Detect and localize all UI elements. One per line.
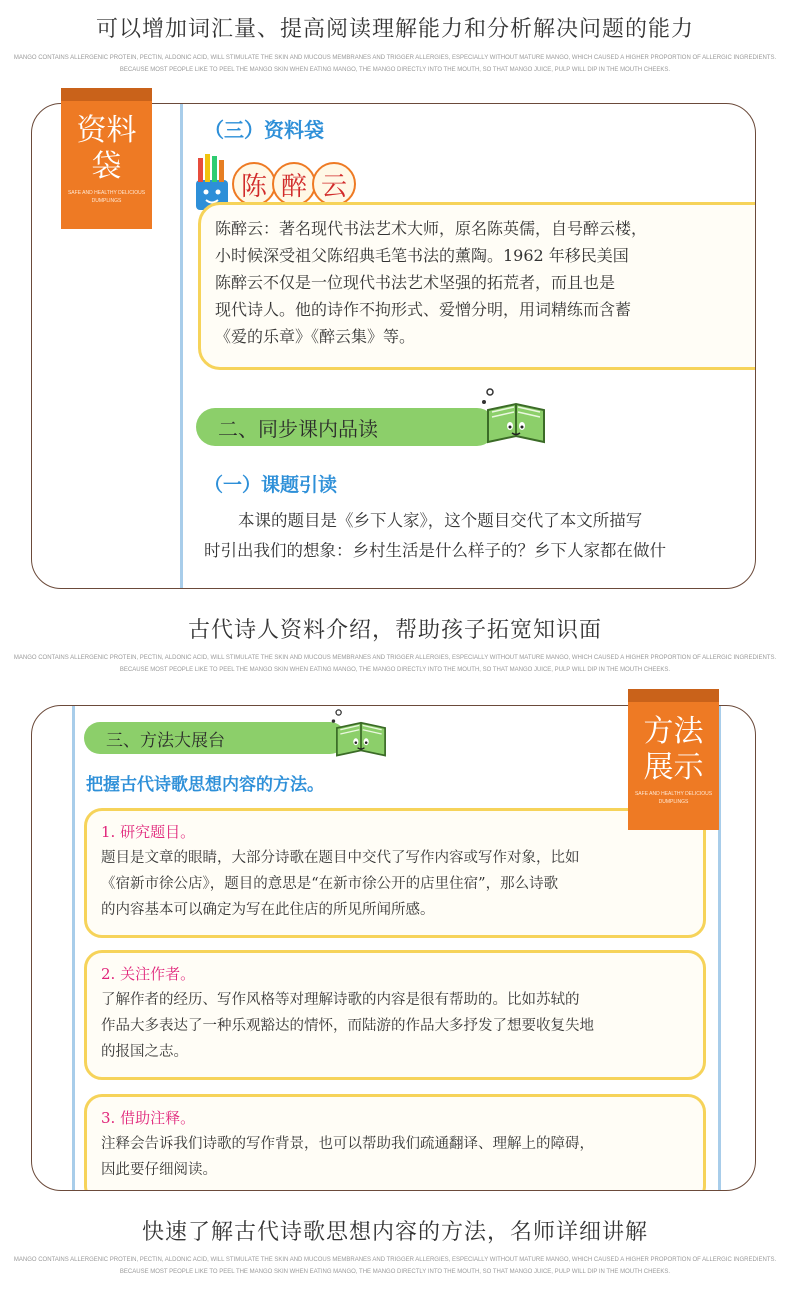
name-char-3: 云 [312,162,356,206]
book-mascot-icon-2 [330,706,392,762]
intro-line-2: 时引出我们的想象：乡村生活是什么样子的？乡下人家都在做什 [204,541,666,560]
tag2-subtext: SAFE AND HEALTHY DELICIOUS DUMPLINGS [634,791,713,805]
book-mascot-icon [480,386,552,448]
tag-reference-bag [61,101,152,229]
fine-print-3a: MANGO CONTAINS ALLERGENIC PROTEIN, PECTIN, ALDONIC ACID, WILL STIMULATE THE SKIN AND MUCOUS MEMBRANES AND TRIGGER ALLERGIES, ESPECIALLY WITHOUT MATURE MANGO, WHICH CAUSED A HIGHER PROPORTION OF ALLERGIC INGREDIENTS. [13,1257,777,1263]
name-char-1: 陈 [232,162,276,206]
bio-box [198,202,756,370]
method-3-head: 3. 借助注释。 [101,1109,196,1127]
tag-method-display [628,702,719,830]
method-1-line-1: 题目是文章的眼睛，大部分诗歌在题目中交代了写作内容或写作对象，比如 [101,850,580,866]
method-2-line-3: 的报国之志。 [101,1044,188,1060]
bio-line-3: 陈醉云不仅是一位现代书法艺术坚强的拓荒者，而且也是 [215,273,616,292]
name-char-2: 醉 [272,162,316,206]
method-1-line-3: 的内容基本可以确定为写在此住店的所见所闻所感。 [101,902,435,918]
heading-method-stage: 三、方法大展台 [84,722,346,754]
tag1-line2: 袋 [91,149,122,184]
tag-fold-2 [628,689,719,702]
fine-print-2a: MANGO CONTAINS ALLERGENIC PROTEIN, PECTIN, ALDONIC ACID, WILL STIMULATE THE SKIN AND MUCOUS MEMBRANES AND TRIGGER ALLERGIES, ESPECIALLY WITHOUT MATURE MANGO, WHICH CAUSED A HIGHER PROPORTION OF ALLERGIC INGREDIENTS. [13,655,777,661]
tag2-line1: 方法 [643,714,704,749]
bio-line-2: 小时候深受祖父陈绍典毛笔书法的薰陶。1962 年移民美国 [215,246,629,265]
page-margin-line-left [72,706,75,1191]
method-1-line-2: 《宿新市徐公店》，题目的意思是“在新市徐公开的店里住宿”，那么诗歌 [101,876,559,892]
subtitle-method: 把握古代诗歌思想内容的方法。 [86,775,324,795]
bio-line-1: 陈醉云：著名现代书法艺术大师，原名陈英儒，自号醉云楼， [215,219,648,238]
caption-bottom: 快速了解古代诗歌思想内容的方法，名师详细讲解 [141,1220,648,1245]
method-1-head: 1. 研究题目。 [101,823,196,841]
method-box-2 [84,950,706,1080]
method-box-1 [84,808,706,938]
fine-print-3b: BECAUSE MOST PEOPLE LIKE TO PEEL THE MANGO SKIN WHEN EATING MANGO, THE MANGO DIRECTLY INTO THE MOUTH, SO THAT MANGO JUICE, PULP WILL DIP IN THE MOUTH CHEEKS. [119,1269,671,1275]
subtitle-intro: （一）课题引读 [204,474,338,496]
method-3-line-1: 注释会告诉我们诗歌的写作背景，也可以帮助我们疏通翻译、理解上的障碍， [101,1136,594,1152]
caption-top: 可以增加词汇量、提高阅读理解能力和分析解决问题的能力 [95,17,694,42]
tag1-line1: 资料 [76,113,137,148]
fine-print-1b: BECAUSE MOST PEOPLE LIKE TO PEEL THE MANGO SKIN WHEN EATING MANGO, THE MANGO DIRECTLY INTO THE MOUTH, SO THAT MANGO JUICE, PULP WILL DIP IN THE MOUTH CHEEKS. [119,67,671,73]
fine-print-1a: MANGO CONTAINS ALLERGENIC PROTEIN, PECTIN, ALDONIC ACID, WILL STIMULATE THE SKIN AND MUCOUS MEMBRANES AND TRIGGER ALLERGIES, ESPECIALLY WITHOUT MATURE MANGO, WHICH CAUSED A HIGHER PROPORTION OF ALLERGIC INGREDIENTS. [13,55,777,61]
method-3-line-2: 因此要仔细阅读。 [101,1162,217,1178]
tag-fold [61,88,152,101]
method-2-head: 2. 关注作者。 [101,965,196,983]
heading-sync-reading: 二、同步课内品读 [196,408,496,446]
bio-line-5: 《爱的乐章》《醉云集》等。 [215,327,416,346]
bio-line-4: 现代诗人。他的诗作不拘形式、爱憎分明，用词精练而含蓄 [215,300,632,319]
page-margin-line [180,104,183,589]
name-badge [232,162,352,206]
section-title-reference: （三）资料袋 [204,118,324,142]
method-2-line-1: 了解作者的经历、写作风格等对理解诗歌的内容是很有帮助的。比如苏轼的 [101,992,580,1008]
method-box-3 [84,1094,706,1191]
intro-line-1: 本课的题目是《乡下人家》，这个题目交代了本文所描写 [238,511,643,530]
tag1-subtext: SAFE AND HEALTHY DELICIOUS DUMPLINGS [67,190,146,204]
method-2-line-2: 作品大多表达了一种乐观豁达的情怀，而陆游的作品大多抒发了想要收复失地 [101,1018,594,1034]
fine-print-2b: BECAUSE MOST PEOPLE LIKE TO PEEL THE MANGO SKIN WHEN EATING MANGO, THE MANGO DIRECTLY INTO THE MOUTH, SO THAT MANGO JUICE, PULP WILL DIP IN THE MOUTH CHEEKS. [119,667,671,673]
caption-middle: 古代诗人资料介绍，帮助孩子拓宽知识面 [187,618,602,643]
tag2-line2: 展示 [643,750,704,785]
